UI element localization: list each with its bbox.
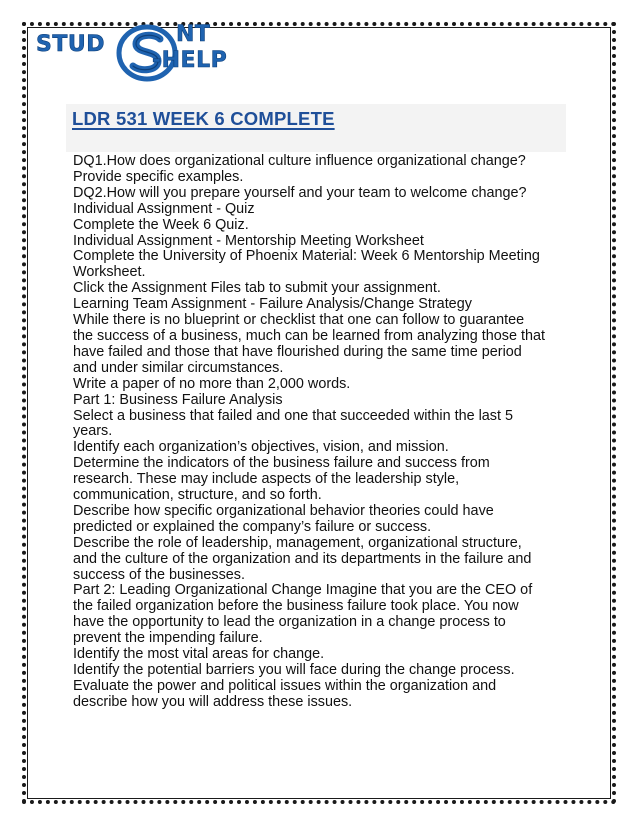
logo[interactable]	[28, 20, 238, 80]
body-line: prevent the impending failure.	[73, 630, 263, 647]
body-line: communication, structure, and so forth.	[73, 487, 322, 504]
body-line: success of the businesses.	[73, 566, 245, 583]
body-line: and the culture of the organization and its departments in the failure and	[73, 550, 532, 567]
body-line: years.	[73, 423, 113, 440]
logo-text-right-bottom: -HELP	[152, 48, 228, 73]
body-line: While there is no blueprint or checklist that one can follow to guarantee	[73, 312, 525, 329]
body-line: Click the Assignment Files tab to submit your assignment.	[73, 280, 441, 297]
body-line: have the opportunity to lead the organization in a change process to	[73, 614, 506, 631]
body-line: Write a paper of no more than 2,000 words.	[73, 375, 351, 392]
body-line: Select a business that failed and one that succeeded within the last 5	[73, 407, 514, 424]
body-line: Individual Assignment - Quiz	[73, 200, 255, 217]
logo-text-left: STUD	[36, 32, 105, 57]
body-line: predicted or explained the company’s failure or success.	[73, 518, 432, 535]
document-body	[73, 154, 573, 711]
logo-text-right-top: NT	[176, 22, 211, 47]
body-line: research. These may include aspects of the leadership style,	[73, 471, 460, 488]
body-line: Identify each organization’s objectives, vision, and mission.	[73, 439, 449, 456]
body-line: the failed organization before the business failure took place. You now	[73, 598, 519, 615]
body-line: Part 1: Business Failure Analysis	[73, 391, 283, 408]
body-line: Complete the Week 6 Quiz.	[73, 216, 249, 233]
body-line: Provide specific examples.	[73, 168, 244, 185]
body-line: Complete the University of Phoenix Material: Week 6 Mentorship Meeting	[73, 248, 540, 265]
body-line: describe how you will address these issues.	[73, 693, 353, 710]
body-line: Individual Assignment - Mentorship Meeting Worksheet	[73, 232, 424, 249]
body-line: Describe the role of leadership, management, organizational structure,	[73, 534, 522, 551]
body-line: Describe how specific organizational behavior theories could have	[73, 502, 494, 519]
body-line: Part 2: Leading Organizational Change Imagine that you are the CEO of	[73, 582, 533, 599]
body-line: Identify the potential barriers you will face during the change process.	[73, 662, 515, 678]
body-line: and under similar circumstances.	[73, 359, 284, 376]
body-line: DQ2.How will you prepare yourself and your team to welcome change?	[73, 184, 527, 201]
body-line: Evaluate the power and political issues within the organization and	[73, 677, 497, 694]
body-line: Worksheet.	[73, 264, 146, 281]
body-line: Identify the most vital areas for change.	[73, 646, 325, 663]
body-line: DQ1.How does organizational culture influence organizational change?	[73, 153, 526, 169]
body-line: have failed and those that have flourished during the same time period	[73, 343, 522, 360]
document-title: LDR 531 WEEK 6 COMPLETE	[72, 108, 335, 129]
body-line: Determine the indicators of the business failure and success from	[73, 455, 490, 472]
body-line: the success of a business, much can be learned from analyzing those that	[73, 327, 545, 344]
body-line: Learning Team Assignment - Failure Analysis/Change Strategy	[73, 296, 472, 313]
